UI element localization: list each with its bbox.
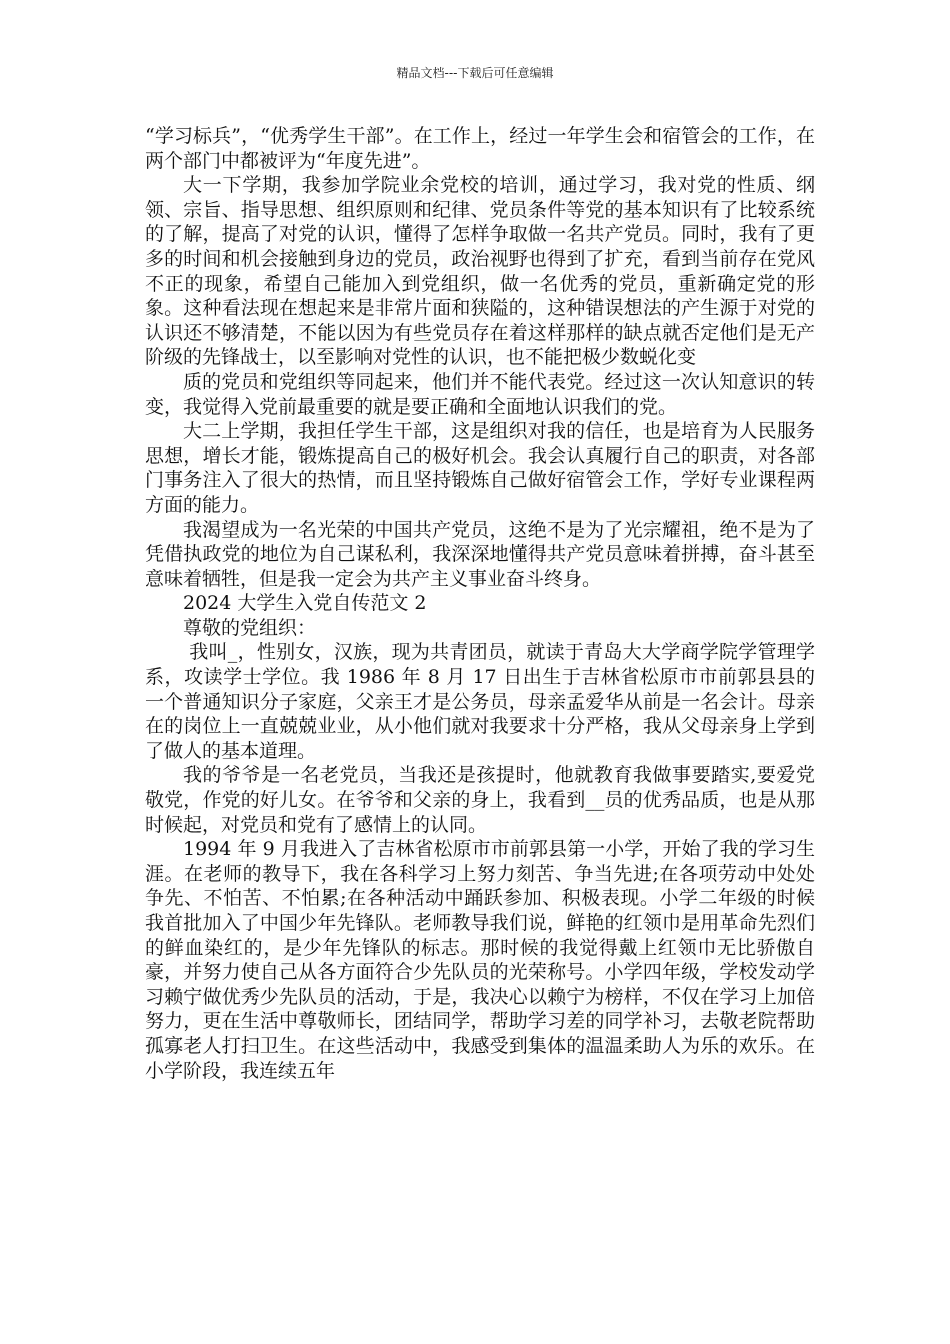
paragraph: 质的党员和党组织等同起来，他们并不能代表党。经过这一次认知意识的转变，我觉得入党前最重要的就是要正确和全面地认识我们的党。 xyxy=(145,370,815,418)
document-body xyxy=(145,124,815,1083)
paragraph: 1994 年 9 月我进入了吉林省松原市市前郭县第一小学，开始了我的学习生涯。在老师的教导下，我在各科学习上努力刻苦、争当先进;在各项劳动中处处争先、不怕苦、不怕累;在各种活动中踊跃参加、积极表现。小学二年级的时候我首批加入了中国少年先锋队。老师教导我们说，鲜艳的红领巾是用革命先烈们的鲜血染红的，是少年先锋队的标志。那时候的我觉得戴上红领巾无比骄傲自豪，并努力使自己从各方面符合少先队员的光荣称号。小学四年级，学校发动学习赖宁做优秀少先队员的活动，于是，我决心以赖宁为榜样，不仅在学习上加倍努力，更在生活中尊敬师长，团结同学，帮助学习差的同学补习，去敬老院帮助孤寡老人打扫卫生。在这些活动中，我感受到集体的温温柔助人为乐的欢乐。在小学阶段，我连续五年 xyxy=(145,838,815,1082)
page-header: 精品文档---下载后可任意编辑 xyxy=(396,66,554,80)
paragraph: 我的爷爷是一名老党员，当我还是孩提时，他就教育我做事要踏实,要爱党敬党，作党的好儿女。在爷爷和父亲的身上，我看到__员的优秀品质，也是从那时候起，对党员和党有了感情上的认同。 xyxy=(145,764,815,836)
paragraph: 我叫_，性别女，汉族，现为共青团员，就读于青岛大大学商学院学管理学系，攻读学士学位。我 1986 年 8 月 17 日出生于吉林省松原市市前郭县县的一个普通知识分子家庭，父亲王才是公务员，母亲孟爱华从前是一名会计。母亲在的岗位上一直兢兢业业，从小他们就对我要求十分严格，我从父母亲身上学到了做人的基本道理。 xyxy=(145,641,815,762)
salutation: 尊敬的党组织： xyxy=(183,616,317,639)
section-title: 2024 大学生入党自传范文 2 xyxy=(183,592,427,615)
paragraph: 大二上学期，我担任学生干部，这是组织对我的信任，也是培育为人民服务思想，增长才能，锻炼提高自己的极好机会。我会认真履行自己的职责，对各部门事务注入了很大的热情，而且坚持锻炼自己做好宿管会工作，学好专业课程两方面的能力。 xyxy=(145,420,815,516)
paragraph: 大一下学期，我参加学院业余党校的培训，通过学习，我对党的性质、纲领、宗旨、指导思想、组织原则和纪律、党员条件等党的基本知识有了比较系统的了解，提高了对党的认识，懂得了怎样争取做一名共产党员。同时，我有了更多的时间和机会接触到身边的党员，政治视野也得到了扩充，看到当前存在党风不正的现象，希望自己能加入到党组织，做一名优秀的党员，重新确定党的形象。这种看法现在想起来是非常片面和狭隘的，这种错误想法的产生源于对党的认识还不够清楚，不能以因为有些党员存在着这样那样的缺点就否定他们是无产阶级的先锋战士，以至影响对党性的认识，也不能把极少数蜕化变 xyxy=(145,174,815,369)
paragraph: “学习标兵”，“优秀学生干部”。在工作上，经过一年学生会和宿管会的工作，在两个部门中都被评为“年度先进”。 xyxy=(145,125,815,172)
paragraph: 我渴望成为一名光荣的中国共产党员，这绝不是为了光宗耀祖，绝不是为了凭借执政党的地位为自己谋私利，我深深地懂得共产党员意味着拼搏，奋斗甚至意味着牺牲，但是我一定会为共产主义事业奋斗终身。 xyxy=(145,518,815,590)
